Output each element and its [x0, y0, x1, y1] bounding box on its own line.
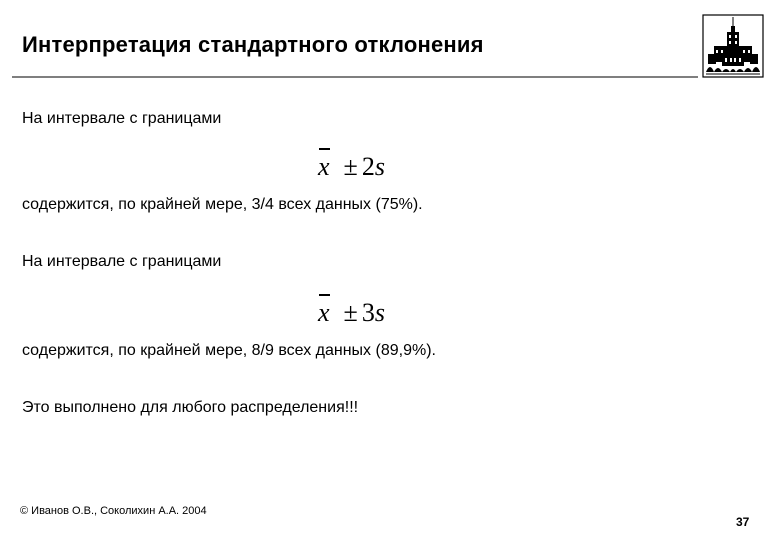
formula-variable: x	[318, 298, 330, 327]
formula-sd: s	[374, 152, 385, 181]
coverage-text-89: содержится, по крайней мере, 8/9 всех данных (89,9%).	[22, 342, 436, 359]
formula-coefficient: 3	[361, 298, 375, 327]
page-number: 37	[736, 515, 750, 529]
conclusion-text: Это выполнено для любого распределения!!!	[22, 399, 359, 416]
formula-mean-pm-3s	[318, 298, 385, 328]
formula-variable: x	[318, 152, 330, 181]
formula-coefficient: 2	[361, 152, 375, 181]
slide-title: Интерпретация стандартного отклонения	[22, 32, 484, 57]
formula-pm-sign: ±	[343, 298, 358, 327]
formula-pm-sign: ±	[343, 152, 358, 181]
formula-sd: s	[374, 298, 385, 327]
formula-mean-pm-2s	[318, 152, 385, 182]
interval-text-2: На интервале с границами	[22, 253, 222, 270]
title-divider	[12, 76, 698, 78]
footer-copyright: © Иванов О.В., Соколихин А.А. 2004	[20, 505, 207, 517]
coverage-text-75: содержится, по крайней мере, 3/4 всех данных (75%).	[22, 196, 423, 213]
university-building-icon	[702, 14, 764, 78]
interval-text-1: На интервале с границами	[22, 110, 222, 127]
